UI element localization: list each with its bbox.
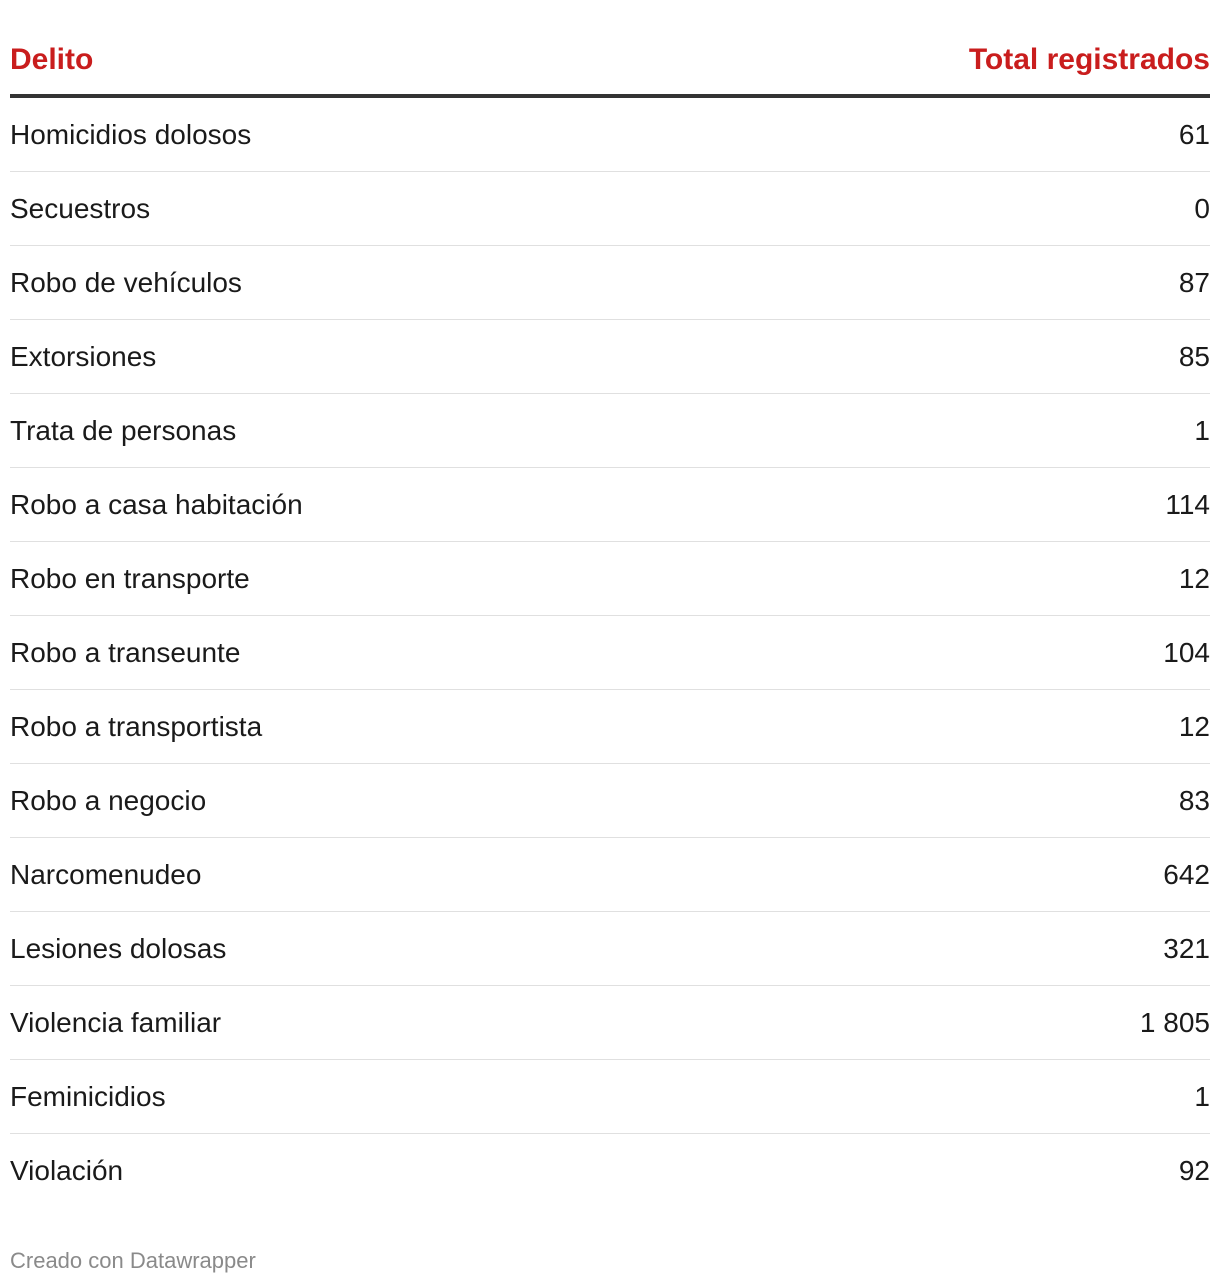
cell-delito: Trata de personas [10, 414, 237, 446]
cell-delito: Narcomenudeo [10, 858, 202, 890]
table-row [10, 690, 1210, 764]
cell-total: 0 [1194, 192, 1210, 224]
footer-credit[interactable]: Creado con Datawrapper [10, 1248, 256, 1273]
cell-delito: Robo en transporte [10, 562, 250, 594]
cell-delito: Violencia familiar [10, 1006, 222, 1038]
cell-total: 1 [1194, 414, 1210, 446]
table-row [10, 542, 1210, 616]
cell-delito: Extorsiones [10, 340, 157, 372]
cell-delito: Secuestros [10, 192, 151, 224]
table-row [10, 468, 1210, 542]
header-total-registrados: Total registrados [968, 43, 1210, 76]
table-row [10, 912, 1210, 986]
table-row [10, 1060, 1210, 1134]
cell-delito: Violación [10, 1155, 124, 1186]
table-row [10, 616, 1210, 690]
cell-delito: Homicidios dolosos [10, 118, 252, 150]
cell-total: 104 [1163, 636, 1210, 668]
cell-total: 12 [1178, 562, 1210, 594]
cell-total: 61 [1178, 118, 1210, 150]
cell-delito: Robo a transeunte [10, 636, 241, 668]
cell-total: 1 805 [1139, 1006, 1210, 1038]
table-row [10, 1134, 1210, 1208]
table-header [10, 0, 1210, 98]
cell-total: 92 [1178, 1155, 1210, 1186]
table-row [10, 764, 1210, 838]
cell-delito: Robo de vehículos [10, 266, 242, 298]
cell-total: 85 [1178, 340, 1210, 372]
cell-delito: Robo a casa habitación [10, 488, 303, 520]
table-row [10, 320, 1210, 394]
cell-delito: Robo a transportista [10, 710, 263, 742]
cell-total: 321 [1163, 932, 1210, 964]
table-row [10, 172, 1210, 246]
cell-total: 114 [1165, 488, 1210, 520]
cell-delito: Lesiones dolosas [10, 932, 227, 964]
cell-total: 12 [1178, 710, 1210, 742]
cell-total: 642 [1163, 858, 1210, 890]
cell-delito: Feminicidios [10, 1080, 166, 1112]
table-row [10, 838, 1210, 912]
table-row [10, 98, 1210, 172]
cell-total: 1 [1194, 1080, 1210, 1112]
cell-delito: Robo a negocio [10, 784, 207, 816]
cell-total: 83 [1178, 784, 1210, 816]
data-table [10, 0, 1210, 1208]
table-body [10, 98, 1210, 1208]
table-row [10, 246, 1210, 320]
header-delito: Delito [10, 43, 94, 76]
cell-total: 87 [1178, 266, 1210, 298]
table-row [10, 394, 1210, 468]
table-row [10, 986, 1210, 1060]
